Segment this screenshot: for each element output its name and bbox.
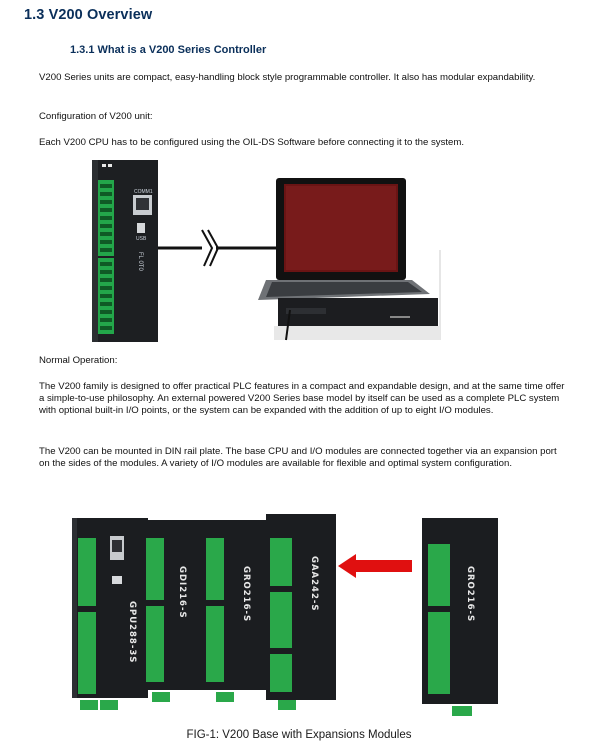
- connection-cable: [158, 230, 290, 266]
- expansion-modules-figure: [60, 496, 530, 722]
- cpu-port-label: COMM1: [134, 189, 153, 195]
- expansion-module-3: [266, 514, 336, 710]
- module-label-1: GDI216-S: [177, 566, 187, 619]
- normal-operation-label: Normal Operation:: [39, 355, 118, 366]
- expansion-module-detached: [422, 518, 498, 716]
- cpu-laptop-connection-figure: [90, 160, 450, 345]
- section-heading: 1.3 V200 Overview: [24, 7, 153, 23]
- cpu-side-label: FL 0T0: [137, 252, 143, 271]
- cpu-module-image: [92, 160, 158, 342]
- normal-operation-paragraph: The V200 family is designed to offer practical PLC features in a compact and expandable design, and at the same time offer a simple-to-use philosophy. An external powered V200 Series base model by itself can be used as a complete PLC system with optional built-in I/O points, or the system can be expanded with the addition of up to eight I/O modules.: [39, 381, 565, 416]
- config-paragraph: Each V200 CPU has to be configured using the OIL-DS Software before connecting it to the system.: [39, 137, 465, 148]
- mounting-paragraph: The V200 can be mounted in DIN rail plate. The base CPU and I/O modules are connected together via an expansion port on the sides of the modules. A variety of I/O modules are available for flexible and optimal system configuration.: [39, 446, 557, 469]
- module-label-4: GRO216-S: [465, 566, 475, 623]
- module-label-0: GPU288-3S: [127, 601, 137, 664]
- expansion-module-2: [202, 520, 270, 702]
- module-label-2: GRO216-S: [241, 566, 251, 623]
- module-label-3: GAA242-S: [309, 556, 319, 612]
- base-cpu-module: [72, 518, 148, 710]
- cpu-usb-label: USB: [136, 236, 147, 242]
- subsection-heading: 1.3.1 What is a V200 Series Controller: [70, 44, 267, 56]
- intro-paragraph: V200 Series units are compact, easy-handling block style programmable controller. It also has modular expandability.: [39, 72, 536, 83]
- insert-direction-arrow: [338, 554, 412, 578]
- config-label: Configuration of V200 unit:: [39, 111, 153, 122]
- laptop-image: [258, 178, 440, 340]
- expansion-module-1: [142, 520, 206, 702]
- figure-caption: FIG-1: V200 Base with Expansions Modules: [186, 729, 412, 741]
